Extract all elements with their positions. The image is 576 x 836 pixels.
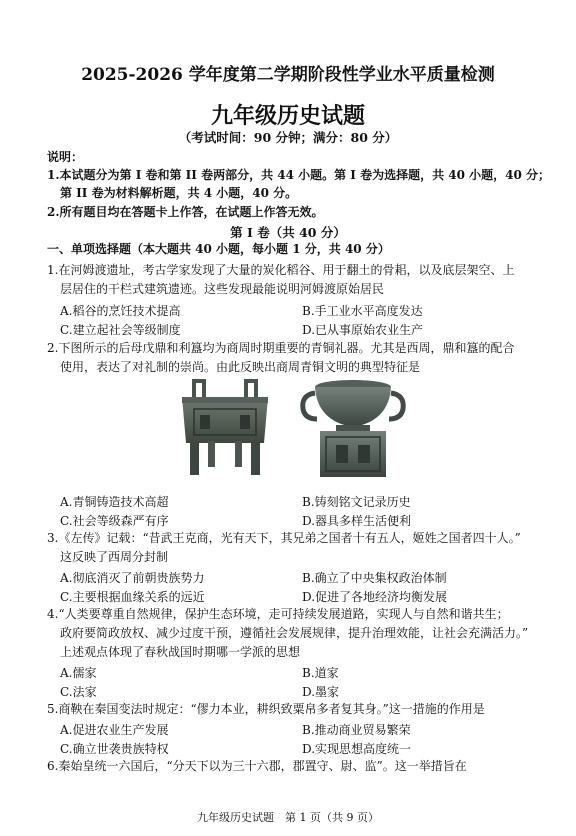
li-gui-image — [298, 377, 408, 482]
question-3-stem-1: 3.《左传》记载：“昔武王克商，光有天下，其兄弟之国者十有五人，姬姓之国者四十人。” — [47, 531, 521, 545]
instruction-1-line-1: 1.本试题分为第 I 卷和第 II 卷两部分，共 44 小题。第 I 卷为选择题，共 40 小题，40 分； — [47, 168, 551, 182]
instructions-heading: 说明： — [47, 150, 84, 164]
question-1-option-b: B.手工业水平高度发达 — [302, 304, 423, 318]
question-5-stem-1: 5.商鞅在秦国变法时规定：“僇力本业，耕织致粟帛多者复其身。”这一措施的作用是 — [47, 702, 485, 716]
question-5-option-b: B.推动商业贸易繁荣 — [302, 723, 411, 737]
question-1-option-d: D.已从事原始农业生产 — [302, 323, 424, 337]
question-2-option-b: B.铸刻铭文记录历史 — [302, 495, 411, 509]
question-2-option-a: A.青铜铸造技术高超 — [60, 495, 169, 509]
question-5-option-c: C.确立世袭贵族特权 — [60, 742, 169, 756]
question-5-option-a: A.促进农业生产发展 — [60, 723, 169, 737]
question-3-option-a: A.彻底消灭了前朝贵族势力 — [60, 571, 205, 585]
question-1-option-a: A.稻谷的烹饪技术提高 — [60, 304, 181, 318]
question-5-option-d: D.实现思想高度统一 — [302, 742, 412, 756]
question-2-option-d: D.器具多样生活便利 — [302, 514, 412, 528]
instruction-2: 2.所有题目均在答题卡上作答，在试题上作答无效。 — [47, 205, 324, 219]
question-3-option-d: D.促进了各地经济均衡发展 — [302, 590, 448, 604]
houmuwu-ding-image — [170, 375, 280, 480]
question-4-option-c: C.法家 — [60, 685, 97, 699]
question-2-option-c: C.社会等级森严有序 — [60, 514, 169, 528]
exam-title: 2025-2026 学年度第二学期阶段性学业水平质量检测 — [81, 65, 495, 85]
part-title: 一、单项选择题（本大题共 40 小题，每小题 1 分，共 40 分） — [47, 242, 390, 256]
page-footer: 九年级历史试题 第 1 页（共 9 页） — [197, 811, 379, 824]
question-4-stem-1: 4.“人类要尊重自然规律，保护生态环境，走可持续发展道路，实现人与自然和谐共生； — [47, 607, 509, 621]
question-1-option-c: C.建立起社会等级制度 — [60, 323, 181, 337]
question-4-option-a: A.儒家 — [60, 666, 97, 680]
exam-info: （考试时间：90 分钟；满分：80 分） — [178, 130, 398, 145]
question-3-option-b: B.确立了中央集权政治体制 — [302, 571, 447, 585]
question-2-stem-1: 2.下图所示的后母戊鼎和利簋均为商周时期重要的青铜礼器。尤其是西周，鼎和簋的配合 — [47, 341, 515, 355]
subject-title: 九年级历史试题 — [210, 103, 365, 129]
question-4-stem-3: 上述观点体现了春秋战国时期哪一学派的思想 — [60, 645, 301, 659]
question-1-stem-1: 1.在河姆渡遗址，考古学家发现了大量的炭化稻谷、用于翻土的骨耜，以及底层架空、上 — [47, 263, 515, 277]
question-2-stem-2: 使用，表达了对礼制的崇尚。由此反映出商周青铜文明的典型特征是 — [60, 360, 421, 374]
instruction-1-line-2: 第 II 卷为材料解析题，共 4 小题，40 分。 — [60, 186, 298, 200]
question-4-stem-2: 政府要简政放权、减少过度干预，遵循社会发展规律，提升治理效能，让社会充满活力。” — [60, 626, 529, 640]
question-3-stem-2: 这反映了西周分封制 — [60, 550, 169, 564]
question-4-option-d: D.墨家 — [302, 685, 340, 699]
question-1-stem-2: 层居住的干栏式建筑遗迹。这些发现最能说明河姆渡原始居民 — [60, 282, 385, 296]
question-6-stem-1: 6.秦始皇统一六国后，“分天下以为三十六郡，郡置守、尉、监”。这一举措旨在 — [47, 759, 467, 773]
question-3-option-c: C.主要根据血缘关系的远近 — [60, 590, 205, 604]
volume-title: 第 I 卷（共 40 分） — [230, 225, 346, 240]
question-4-option-b: B.道家 — [302, 666, 339, 680]
